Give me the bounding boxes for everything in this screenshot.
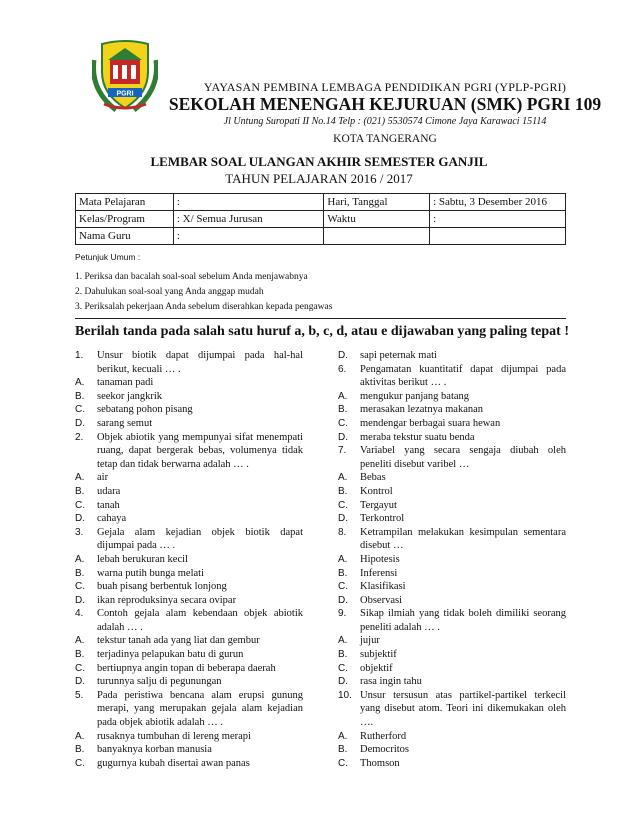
question-item bbox=[338, 689, 566, 730]
option-text: gugurnya kubah disertai awan panas bbox=[97, 757, 250, 769]
option-text: sarang semut bbox=[97, 417, 153, 429]
option-text: Rutherford bbox=[360, 730, 407, 742]
option-text: ikan reproduksinya secara ovipar bbox=[97, 594, 237, 606]
option-text: bertiupnya angin topan di beberapa daerah bbox=[97, 662, 276, 674]
table-cell: Waktu bbox=[324, 211, 430, 228]
question-number: 7. bbox=[338, 445, 347, 457]
exam-title: LEMBAR SOAL ULANGAN AKHIR SEMESTER GANJIL bbox=[150, 154, 488, 169]
option-letter: B. bbox=[338, 404, 348, 416]
option-text: mendengar berbagai suara hewan bbox=[360, 417, 501, 429]
option-text: Democritos bbox=[360, 744, 409, 756]
question-item bbox=[75, 607, 303, 634]
answer-option bbox=[75, 512, 303, 526]
table-row bbox=[76, 211, 566, 228]
option-text: air bbox=[97, 472, 109, 484]
school-name: SEKOLAH MENENGAH KEJURUAN (SMK) PGRI 109 bbox=[168, 94, 602, 114]
option-text: sebatang pohon pisang bbox=[97, 404, 193, 416]
foundation-name: YAYASAN PEMBINA LEMBAGA PENDIDIKAN PGRI (YPLP-PGRI) bbox=[203, 80, 567, 94]
answer-option bbox=[75, 757, 303, 771]
option-text: cahaya bbox=[97, 513, 127, 525]
option-text: warna putih bunga melati bbox=[97, 567, 205, 579]
option-text: udara bbox=[97, 485, 121, 497]
option-letter: A. bbox=[338, 390, 348, 402]
answer-option bbox=[75, 403, 303, 417]
table-cell: Hari, Tanggal bbox=[324, 194, 430, 211]
answer-option bbox=[75, 567, 303, 581]
option-letter: A. bbox=[75, 377, 85, 389]
table-cell: : bbox=[430, 211, 566, 228]
question-item bbox=[338, 607, 566, 634]
question-text: Ketrampilan melakukan kesimpulan sementara disebut … bbox=[360, 526, 566, 552]
answer-option bbox=[338, 417, 566, 431]
option-letter: C. bbox=[75, 581, 85, 593]
option-letter: B. bbox=[75, 485, 85, 497]
option-letter: C. bbox=[338, 417, 348, 429]
option-text: Inferensi bbox=[360, 567, 398, 579]
option-letter: D. bbox=[338, 513, 348, 525]
option-letter: A. bbox=[338, 553, 348, 565]
option-letter: C. bbox=[338, 581, 348, 593]
option-letter: A. bbox=[75, 553, 85, 565]
answer-option bbox=[75, 730, 303, 744]
option-text: jujur bbox=[360, 635, 380, 647]
answer-option bbox=[338, 648, 566, 662]
option-text: tekstur tanah ada yang liat dan gembur bbox=[97, 635, 260, 647]
svg-text:PGRI: PGRI bbox=[116, 90, 134, 98]
question-item bbox=[75, 526, 303, 553]
option-letter: A. bbox=[75, 472, 85, 484]
answer-option bbox=[338, 512, 566, 526]
instructions-heading: Petunjuk Umum : bbox=[75, 252, 141, 262]
question-item bbox=[75, 689, 303, 730]
option-text: rasa ingin tahu bbox=[360, 676, 422, 688]
answer-option bbox=[75, 580, 303, 594]
option-letter: B. bbox=[75, 649, 85, 661]
option-letter: B. bbox=[75, 744, 85, 756]
question-text: Variabel yang secara sengaja diubah oleh peneliti disebut varibel … bbox=[360, 445, 566, 470]
answer-option bbox=[338, 634, 566, 648]
answer-option bbox=[338, 499, 566, 513]
option-letter: D. bbox=[75, 594, 85, 606]
option-text: turunnya salju di pegunungan bbox=[97, 676, 222, 688]
answer-option bbox=[75, 485, 303, 499]
option-letter: A. bbox=[338, 472, 348, 484]
option-letter: D. bbox=[75, 513, 85, 525]
option-text: rusaknya tumbuhan di lereng merapi bbox=[97, 730, 251, 742]
answer-option bbox=[75, 553, 303, 567]
option-text: tanah bbox=[97, 499, 120, 511]
option-text: lebah berukuran kecil bbox=[97, 553, 188, 565]
option-letter: C. bbox=[75, 662, 85, 674]
table-cell: : Sabtu, 3 Desember 2016 bbox=[430, 194, 566, 211]
option-letter: C. bbox=[338, 662, 348, 674]
answer-option bbox=[338, 553, 566, 567]
option-letter: C. bbox=[75, 757, 85, 769]
option-letter: C. bbox=[75, 404, 85, 416]
answer-option bbox=[338, 431, 566, 445]
question-text: Unsur biotik dapat dijumpai pada hal-hal berikut, kecuali … . bbox=[97, 350, 303, 375]
option-text: meraba tekstur suatu benda bbox=[360, 431, 475, 443]
option-text: buah pisang berbentuk lonjong bbox=[97, 581, 227, 593]
option-text: merasakan lezatnya makanan bbox=[360, 404, 484, 416]
question-item bbox=[338, 363, 566, 390]
option-letter: D. bbox=[338, 676, 348, 688]
option-letter: B. bbox=[338, 744, 348, 756]
question-text: Contoh gejala alam kebendaan objek abiotik adalah … . bbox=[97, 608, 303, 633]
table-cell: : bbox=[173, 194, 324, 211]
option-text: subjektif bbox=[360, 649, 397, 661]
instructions-list bbox=[75, 270, 332, 315]
option-letter: B. bbox=[338, 485, 348, 497]
question-text: Pada peristiwa bencana alam erupsi gunung merapi, yang merupakan gejala alam kejadian pada objek abiotik adalah … . bbox=[97, 689, 303, 729]
answer-option bbox=[338, 594, 566, 608]
answer-option bbox=[75, 390, 303, 404]
option-letter: C. bbox=[338, 757, 348, 769]
option-letter: B. bbox=[75, 390, 85, 402]
option-text: Bebas bbox=[360, 472, 386, 484]
option-letter: B. bbox=[75, 567, 85, 579]
question-item bbox=[75, 349, 303, 376]
option-text: Terkontrol bbox=[360, 513, 405, 525]
question-text: Unsur tersusun atas partikel-partikel terkecil yang disebut atom. Teori ini dikemukakan oleh …. bbox=[360, 689, 566, 729]
list-item: 2. Dahulukan soal-soal yang Anda anggap mudah bbox=[75, 287, 264, 297]
option-text: Observasi bbox=[360, 594, 402, 606]
question-number: 2. bbox=[75, 431, 84, 443]
option-letter: A. bbox=[75, 730, 85, 742]
answer-option bbox=[338, 485, 566, 499]
option-letter: B. bbox=[338, 567, 348, 579]
list-item: 3. Periksalah pekerjaan Anda sebelum diserahkan kepada pengawas bbox=[75, 302, 333, 312]
school-logo bbox=[92, 38, 158, 118]
answer-option bbox=[75, 743, 303, 757]
table-row bbox=[76, 228, 566, 245]
question-item bbox=[75, 431, 303, 472]
question-number: 6. bbox=[338, 363, 347, 375]
answer-option bbox=[75, 499, 303, 513]
academic-year: TAHUN PELAJARAN 2016 / 2017 bbox=[225, 171, 413, 186]
answer-option bbox=[338, 471, 566, 485]
option-letter: D. bbox=[75, 676, 85, 688]
question-text: Sikap ilmiah yang tidak boleh dimiliki seorang peneliti adalah … . bbox=[360, 608, 566, 633]
divider bbox=[75, 318, 566, 319]
question-item bbox=[338, 444, 566, 471]
answer-option bbox=[75, 634, 303, 648]
school-address: Jl Untung Suropati II No.14 Telp : (021) 5530574 Cimone Jaya Karawaci 15114 bbox=[223, 116, 547, 127]
option-text: Hipotesis bbox=[360, 553, 400, 565]
option-text: terjadinya pelapukan batu di gurun bbox=[97, 649, 244, 661]
option-letter: C. bbox=[75, 499, 85, 511]
option-text: objektif bbox=[360, 662, 393, 674]
question-column-left bbox=[75, 349, 303, 770]
answer-option bbox=[338, 349, 566, 363]
table-cell: Mata Pelajaran bbox=[76, 194, 174, 211]
option-text: Tergayut bbox=[360, 499, 397, 511]
table-cell: : bbox=[173, 228, 324, 245]
answer-option bbox=[75, 675, 303, 689]
answer-option bbox=[75, 662, 303, 676]
table-cell: Kelas/Program bbox=[76, 211, 174, 228]
option-letter: D. bbox=[338, 350, 348, 361]
answer-option bbox=[75, 594, 303, 608]
answer-option bbox=[75, 471, 303, 485]
option-text: Kontrol bbox=[360, 485, 393, 497]
school-city: KOTA TANGERANG bbox=[333, 133, 437, 145]
answer-option bbox=[338, 662, 566, 676]
question-number: 8. bbox=[338, 526, 347, 538]
answer-option bbox=[338, 730, 566, 744]
table-cell: Nama Guru bbox=[76, 228, 174, 245]
answer-option bbox=[75, 648, 303, 662]
answer-option bbox=[75, 417, 303, 431]
option-letter: D. bbox=[75, 417, 85, 429]
table-cell bbox=[430, 228, 566, 245]
question-number: 9. bbox=[338, 608, 347, 620]
option-text: Klasifikasi bbox=[360, 581, 406, 593]
answer-option bbox=[338, 675, 566, 689]
question-text: Gejala alam kejadian objek biotik dapat dijumpai pada … . bbox=[97, 526, 303, 552]
option-letter: B. bbox=[338, 649, 348, 661]
option-letter: D. bbox=[338, 594, 348, 606]
answer-option bbox=[338, 567, 566, 581]
question-number: 4. bbox=[75, 608, 84, 620]
table-cell bbox=[324, 228, 430, 245]
option-letter: A. bbox=[338, 635, 348, 647]
answer-option bbox=[338, 580, 566, 594]
question-item bbox=[338, 526, 566, 553]
option-letter: A. bbox=[338, 730, 348, 742]
option-text: Thomson bbox=[360, 757, 400, 769]
option-text: banyaknya korban manusia bbox=[97, 744, 212, 756]
answer-option bbox=[338, 757, 566, 771]
info-table bbox=[75, 193, 566, 245]
option-letter: A. bbox=[75, 635, 85, 647]
option-letter: D. bbox=[338, 431, 348, 443]
answer-option bbox=[338, 390, 566, 404]
question-number: 3. bbox=[75, 526, 84, 538]
question-number: 10. bbox=[338, 689, 352, 701]
answer-instruction: Berilah tanda pada salah satu huruf a, b, c, d, atau e dijawaban yang paling tepat ! bbox=[75, 324, 569, 339]
question-text: Objek abiotik yang mempunyai sifat menempati ruang, dapat bergerak bebas, volumenya tidak tetap dan tidak berwarna adalah … . bbox=[97, 431, 303, 470]
option-letter: C. bbox=[338, 499, 348, 511]
question-number: 1. bbox=[75, 350, 84, 361]
table-row bbox=[76, 194, 566, 211]
option-text: sapi peternak mati bbox=[360, 350, 437, 361]
option-text: seekor jangkrik bbox=[97, 390, 163, 402]
list-item: 1. Periksa dan bacalah soal-soal sebelum Anda menjawabnya bbox=[75, 272, 308, 282]
question-number: 5. bbox=[75, 689, 84, 701]
option-text: mengukur panjang batang bbox=[360, 390, 470, 402]
answer-option bbox=[338, 403, 566, 417]
question-column-right bbox=[338, 349, 566, 770]
table-cell: : X/ Semua Jurusan bbox=[173, 211, 324, 228]
answer-option bbox=[338, 743, 566, 757]
option-text: tanaman padi bbox=[97, 377, 154, 389]
question-text: Pengamatan kuantitatif dapat dijumpai pada aktivitas berikut … . bbox=[360, 363, 566, 389]
answer-option bbox=[75, 376, 303, 390]
